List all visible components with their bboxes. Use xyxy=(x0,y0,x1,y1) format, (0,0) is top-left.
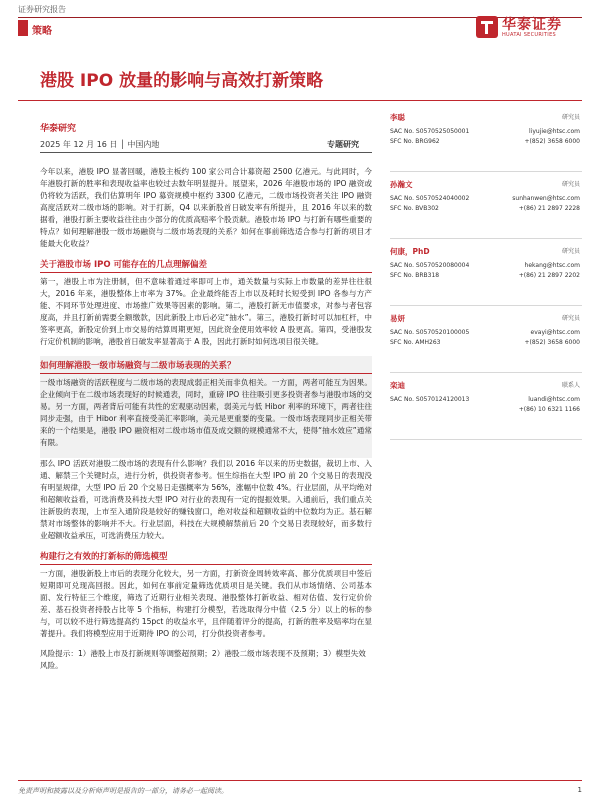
footer-rule xyxy=(18,780,582,781)
analyst-phone: +(86) 21 2897 2228 xyxy=(518,205,580,212)
analyst-sac: SAC No. S0570520100005 xyxy=(390,329,470,336)
analyst-email[interactable]: evayi@htsc.com xyxy=(530,329,580,336)
analyst-role: 研究员 xyxy=(561,248,580,255)
title-rule xyxy=(18,100,582,101)
analyst-sac: SAC No. S0570124120013 xyxy=(390,396,470,403)
tag-marker xyxy=(18,20,28,36)
risk-warning: 风险提示：1）港股上市及打新规则等调整超预期；2）港股二级市场表现不及预期；3）模型失效风险。 xyxy=(40,649,366,670)
analyst-name: 易妍 xyxy=(390,314,405,323)
section2-paragraph: 一级市场融资的活跃程度与二级市场的表现成弱正相关而非负相关。一方面，两者可能互为因果。企业倾向于在二级市场表现好的时候通表，同时，重磅 IPO 往往吸引更多投资者参与港股市场的交易。另一方面，两者背后可能有共性的宏观驱动因素，弱美元与低 Hibor 利率的环境下，两者往往同步走强，由于 Hibor 利率直接受美汇率影响，美元是更重要的变量。一级市场表现同步正相关带来的一个结果是，港股 IPO 融资相对二级市场市值及成交额的规模通常不大，使得“抽水效应”通常有限。 xyxy=(40,378,372,447)
analyst-name: 孙瀚文 xyxy=(390,180,413,189)
section2-heading: 如何理解港股一级市场融资与二级市场表现的关系？ xyxy=(40,359,372,374)
report-body xyxy=(40,166,372,672)
analyst-role: 联系人 xyxy=(561,382,580,389)
analyst-phone: +(86) 21 2897 2202 xyxy=(518,272,580,279)
footer-disclaimer: 免责声明和披露以及分析师声明是报告的一部分，请务必一起阅读。 xyxy=(18,787,228,795)
analyst-sac: SAC No. S0570524040002 xyxy=(390,195,470,202)
report-date: 2025 年 12 月 16 日 │ 中国内地 xyxy=(40,140,160,149)
analyst-card xyxy=(390,246,582,306)
logo-mark-icon xyxy=(476,16,498,38)
analyst-email[interactable]: luandi@htsc.com xyxy=(528,396,580,403)
analyst-card xyxy=(390,112,582,172)
logo-en-text: HUATAI SECURITIES xyxy=(502,32,556,38)
analyst-email[interactable]: hekang@htsc.com xyxy=(524,262,580,269)
section1-paragraph: 第一，港股上市为注册制，但不意味着通过率即可上市，通关数量与实际上市数量的差异往往很大，2016 年来，港股整体上市率为 37%。企业最终能否上市以及耗时长短受到 IPO 各参与方产能、不同环节处理进度、市场推广效果等因素的影响。第二，港股打新无市值要求，对参与者包容度高，并且打新前需要全额缴款，因此新股上市后必定“抽水”。第三，港股打新时可以加杠杆，中签率更高，新股定价到上市交易的结算周期更短，因此资金使用效率较 A 股更高。第四，受港股发行定价机制的影响，港股首日破发率显著高于 A 股，因此打新时如何选项目很关键。 xyxy=(40,277,372,346)
analyst-sac: SAC No. S0570525050001 xyxy=(390,128,470,135)
analyst-role: 研究员 xyxy=(561,114,580,121)
analyst-email[interactable]: sunhanwen@htsc.com xyxy=(512,195,580,202)
report-type: 专题研究 xyxy=(327,140,359,149)
analyst-name: 何康，PhD xyxy=(390,247,430,256)
analyst-card xyxy=(390,380,582,440)
strategy-tag: 策略 xyxy=(32,26,52,37)
huatai-logo xyxy=(476,14,576,42)
section2-followup-paragraph: 那么 IPO 活跃对港股二级市场的表现有什么影响？我们以 2016 年以来的历史数据，裁切上市、入通、解禁三个关键时点，进行分析，供投资者参考。恒生综指在大型 IPO 前 20 个交易日的表现没有明显规律，大型 IPO 后 20 个交易日走强概率为 56%，涨幅中位数 4%。行业层面，从平均绝对和超额收益看，可选消费及科技大型 IPO 对行业的表现有一定的提振效果。入通前后，我们重点关注新股的表现，上市至入通阶段是较好的赚钱窗口，绝对收益和超额收益的中位数均为正。基石解禁对市场整体的影响并不大。行业层面，科技在大规模解禁前后 20 个交易日表现较好，而多数行业超额收益承压，可选消费压力较大。 xyxy=(40,459,372,540)
analyst-card xyxy=(390,313,582,373)
analyst-name: 栾迪 xyxy=(390,381,405,390)
analyst-email[interactable]: liyujie@htsc.com xyxy=(528,128,580,135)
analyst-sac: SAC No. S0570520080004 xyxy=(390,262,470,269)
report-category-label: 证券研究报告 xyxy=(18,5,66,14)
analyst-role: 研究员 xyxy=(561,181,580,188)
intro-paragraph: 今年以来，港股 IPO 显著回暖，港股主板约 100 家公司合计募资超 2500 亿港元。与此同时，今年港股打新的胜率和表现收益率也较过去数年明显提升。展望来，2026 年港股市场的 IPO 融资或仍将较为活跃，我们估算明年 IPO 募资规模中枢约 3300 亿港元，二级市场投资者关注 IPO 融资高度活跃对二级市场的影响。对于打新，Q4 以来新股首日破发率有所提升，且 2016 年以来的数据看，港股打新主要收益往往由少部分的优质高赔率个股贡献。港股市场 IPO 与打新有哪些重要的特点？如何理解港股一级市场融资与二级市场表现的关系？如何在事前筛选适合参与打新的项目才能最大化收益？ xyxy=(40,167,372,248)
section3-heading: 构建行之有效的打新标的筛选模型 xyxy=(40,550,372,565)
org-name: 华泰研究 xyxy=(40,124,77,134)
section1-heading: 关于港股市场 IPO 可能存在的几点理解偏差 xyxy=(40,258,372,273)
logo-cn-text: 华泰证券 xyxy=(502,17,562,33)
analyst-phone: +(86) 10 6321 1166 xyxy=(518,406,580,413)
page-number: 1 xyxy=(577,786,582,794)
analyst-name: 李聪 xyxy=(390,113,405,122)
section3-paragraph: 一方面，港股新股上市后的表现分化较大，另一方面，打新资金周转效率高、都分优质项目中签后短期即可兑现高回报。因此，如何在事前定量筛选优质项目是关键。我们从市场情绪、公司基本面、发行特征三个维度，筛选了近期行业相关表现、港股整体打新收益、相对估值、发行定价价差、基石投资者持股占比等 5 个指标，构建打分模型，若选取得分中值（2.5 分）以上的标的参与，可以较不进行筛选提高约 15pct 的收益水平，且伴随着评分的提高，打新的胜率及赔率均在显著提升。我们将模型应用于近期待 IPO 的公司，打分供投资者参考。 xyxy=(40,569,372,638)
analyst-card xyxy=(390,179,582,239)
section2-block xyxy=(40,356,372,458)
analyst-sfc: SFC No. AMH263 xyxy=(390,339,441,346)
report-title: 港股 IPO 放量的影响与高效打新策略 xyxy=(40,71,324,91)
analyst-sfc: SFC No. BVB302 xyxy=(390,205,439,212)
analyst-phone: +(852) 3658 6000 xyxy=(524,339,580,346)
analyst-role: 研究员 xyxy=(561,315,580,322)
analyst-phone: +(852) 3658 6000 xyxy=(524,138,580,145)
analyst-sfc: SFC No. BRB318 xyxy=(390,272,440,279)
date-rule xyxy=(40,152,372,153)
analyst-panel xyxy=(390,112,582,447)
analyst-sfc: SFC No. BRG962 xyxy=(390,138,440,145)
